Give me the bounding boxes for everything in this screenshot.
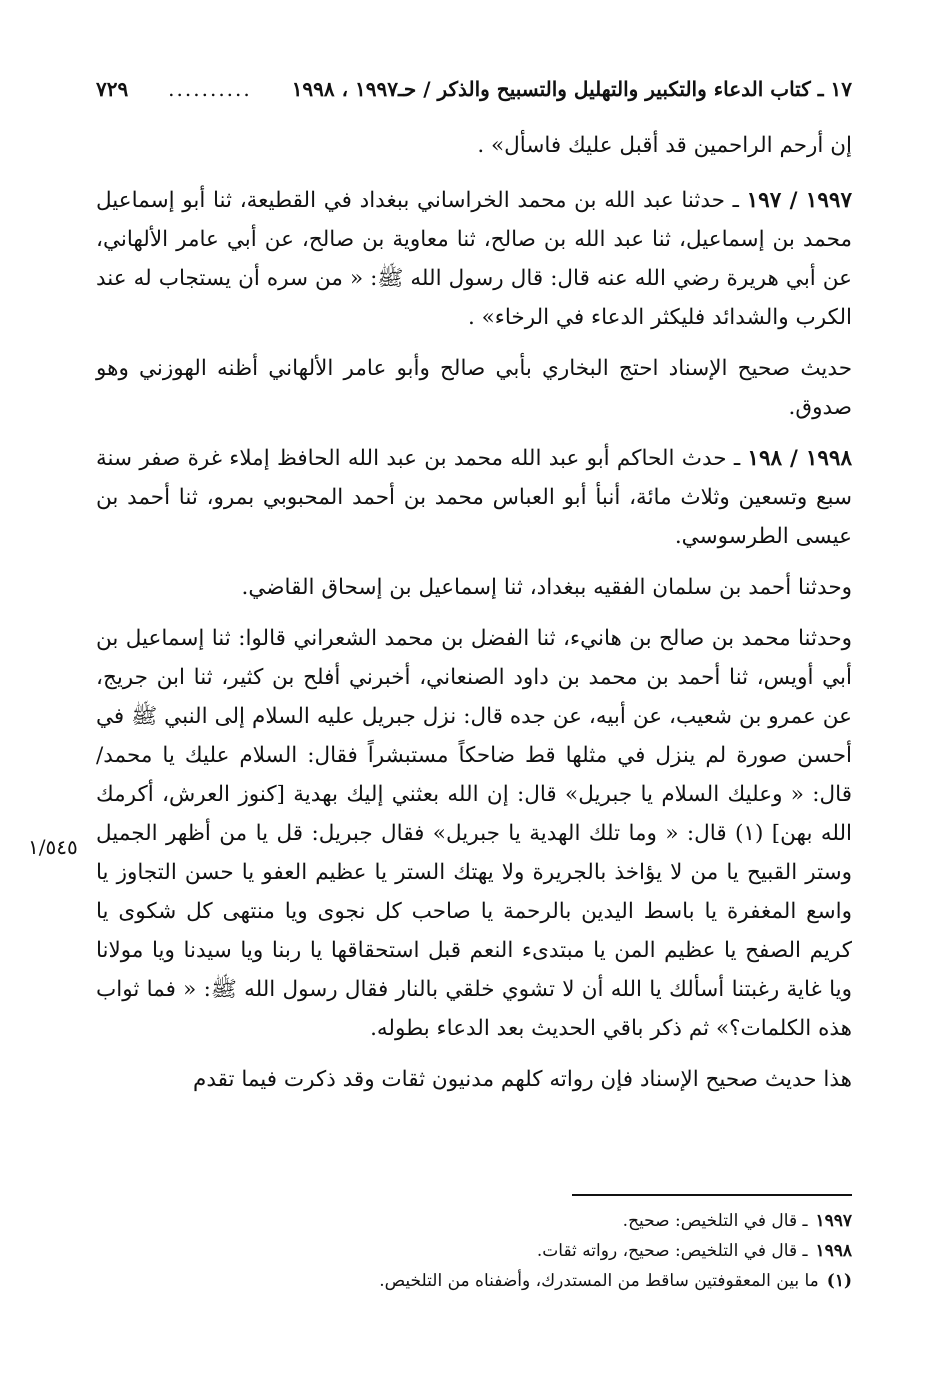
hadith-number: ١٩٩٨ / ١٩٨ bbox=[747, 446, 853, 471]
footnote bbox=[96, 1266, 852, 1296]
paragraph-text: حديث صحيح الإسناد احتج البخاري بأبي صالح وأبو عامر الألهاني أظنه الهوزني وهو صدوق. bbox=[96, 356, 852, 420]
page-number: ٧٢٩ bbox=[96, 77, 129, 101]
commentary bbox=[96, 349, 852, 427]
paragraph-text: ـ حدث الحاكم أبو عبد الله محمد بن عبد الله الحافظ إملاء غرة صفر سنة سبع وتسعين وثلاث مائة، أنبأ أبو العباس محمد بن أحمد المحبوبي بمرو، ثنا أحمد بن عيسى الطرسوسي. bbox=[96, 446, 852, 549]
chapter-title: ١٧ ـ كتاب الدعاء والتكبير والتهليل والتسبيح والذكر / حـ١٩٩٧ ، ١٩٩٨ bbox=[291, 77, 852, 101]
manuscript-page-marker: ١/٥٤٥ bbox=[28, 835, 78, 859]
footnote bbox=[96, 1206, 852, 1236]
hadith-1998 bbox=[96, 439, 852, 556]
paragraph-text: إن أرحم الراحمين قد أقبل عليك فاسأل» . bbox=[477, 133, 852, 158]
hadith-number: ١٩٩٧ / ١٩٧ bbox=[746, 188, 852, 213]
footnote bbox=[96, 1236, 852, 1266]
paragraph-text: وحدثنا أحمد بن سلمان الفقيه ببغداد، ثنا إسماعيل بن إسحاق القاضي. bbox=[241, 575, 852, 600]
footnote-text: ما بين المعقوفتين ساقط من المستدرك، وأضفناه من التلخيص. bbox=[379, 1271, 819, 1291]
hadith-1997 bbox=[96, 181, 852, 337]
running-header bbox=[96, 76, 852, 102]
footnotes bbox=[96, 1206, 852, 1296]
paragraph-text: ـ حدثنا عبد الله بن محمد الخراساني ببغداد في القطيعة، ثنا أبو إسماعيل محمد بن إسماعيل، ثنا عبد الله بن صالح، ثنا معاوية بن صالح، عن أبي عامر الألهاني، عن أبي هريرة رضي الله عنه قال: قال رسول الله ﷺ: « من سره أن يستجاب له عند الكرب والشدائد فليكثر الدعاء في الرخاء» . bbox=[96, 188, 852, 330]
footnote-number: ١٩٩٧ bbox=[815, 1211, 852, 1231]
paragraph-text: وحدثنا محمد بن صالح بن هانيء، ثنا الفضل بن محمد الشعراني قالوا: ثنا إسماعيل بن أبي أويس، ثنا أحمد بن محمد بن داود الصنعاني، أخبرني أفلح بن كثير، ثنا ابن جريج، عن عمرو بن شعيب، عن أبيه، عن جده قال: نزل جبريل عليه السلام إلى النبي ﷺ في أحسن صورة لم ينزل في مثلها قط ضاحكاً مستبشراً فقال: السلام عليك يا محمد/ قال: « وعليك السلام يا جبريل» قال: إن الله بعثني إليك بهدية [كنوز العرش، أكرمك الله بهن] (١) قال: « وما تلك الهدية يا جبريل» فقال جبريل: قل يا من أظهر الجميل وستر القبيح يا من لا يؤاخذ بالجريرة ولا يهتك الستر يا عظيم العفو يا حسن التجاوز يا واسع المغفرة يا باسط اليدين بالرحمة يا صاحب كل نجوى ويا منتهى كل شكوى يا كريم الصفح يا عظيم المن يا مبتدىء النعم قبل استحقاقها يا ربنا ويا سيدنا ويا مولانا ويا غاية رغبتنا أسألك يا الله أن لا تشوي خلقي بالنار فقال رسول الله ﷺ: « فما ثواب هذه الكلمات؟» ثم ذكر باقي الحديث بعد الدعاء بطوله. bbox=[96, 626, 853, 1041]
paragraph bbox=[96, 126, 852, 165]
paragraph bbox=[96, 1060, 852, 1099]
footnote-text: ـ قال في التلخيص: صحيح. bbox=[622, 1211, 808, 1231]
footnote-number: (١) bbox=[826, 1271, 852, 1291]
paragraph-text: هذا حديث صحيح الإسناد فإن رواته كلهم مدنيون ثقات وقد ذكرت فيما تقدم bbox=[193, 1067, 852, 1092]
paragraph bbox=[96, 619, 852, 1048]
footnote-text: ـ قال في التلخيص: صحيح، رواته ثقات. bbox=[536, 1241, 808, 1261]
header-leader-dots: .......... bbox=[168, 77, 252, 101]
main-text bbox=[96, 126, 852, 1111]
paragraph bbox=[96, 568, 852, 607]
footnote-divider bbox=[572, 1194, 852, 1196]
footnote-number: ١٩٩٨ bbox=[815, 1241, 852, 1261]
